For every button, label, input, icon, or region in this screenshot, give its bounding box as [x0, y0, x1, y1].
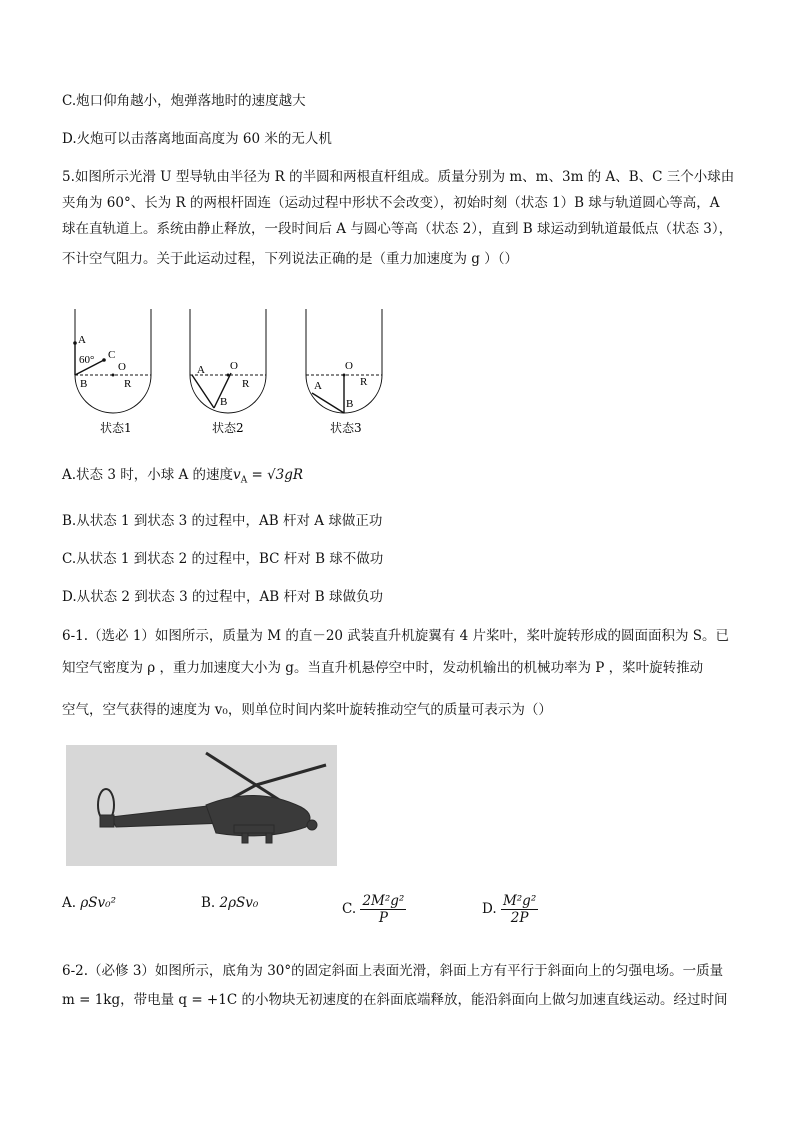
q61-line1: 6-1.（选必 1）如图所示，质量为 M 的直－20 武装直升机旋翼有 4 片桨叶，桨叶旋转形成的圆面面积为 S。已 — [62, 628, 729, 644]
q61-line3: 空气，空气获得的速度为 v₀，则单位时间内桨叶旋转推动空气的质量可表示为（） — [62, 702, 552, 718]
fraction-c: $\frac{\text{2M²g²}}{P}$ — [362, 893, 405, 926]
helicopter-icon — [66, 745, 337, 866]
rail-state2 — [190, 309, 266, 413]
option-d-prev: D.火炮可以击落离地面高度为 60 米的无人机 — [62, 131, 332, 147]
caption-state2: 状态2 — [212, 421, 244, 435]
label-angle: 60° — [79, 354, 95, 366]
option-c-prev: C.炮口仰角越小，炮弹落地时的速度越大 — [62, 93, 306, 109]
q62-line2: m = 1kg，带电量 q = +1C 的小物块无初速度的在斜面底端释放，能沿斜面向上做匀加速直线运动。经过时间 — [62, 992, 728, 1008]
q5-option-d: D.从状态 2 到状态 3 的过程中，AB 杆对 B 球做负功 — [62, 589, 383, 605]
label-a2: A — [197, 364, 205, 376]
q5-option-a: A.状态 3 时，小球 A 的速度$v_A = √3gR$ — [62, 467, 304, 486]
q61-option-a: A. ρSv₀² — [62, 895, 116, 911]
q5-option-b: B.从状态 1 到状态 3 的过程中，AB 杆对 A 球做正功 — [62, 513, 383, 529]
q62-line1: 6-2.（必修 3）如图所示，底角为 30°的固定斜面上表面光滑，斜面上方有平行于斜面向上的匀强电场。一质量 — [62, 963, 724, 979]
label-o2: O — [230, 360, 238, 372]
label-o3: O — [345, 360, 353, 372]
label-o1: O — [118, 361, 126, 373]
caption-state3: 状态3 — [330, 421, 362, 435]
helicopter-image — [66, 745, 337, 866]
q61-option-d: D. $\frac{\text{M²g²}}{2P}$ — [482, 893, 537, 926]
fraction-d: $\frac{\text{M²g²}}{2P}$ — [502, 893, 537, 926]
q61-option-c: C. $\frac{\text{2M²g²}}{P}$ — [342, 893, 405, 926]
label-r1: R — [124, 378, 132, 390]
q5-option-c: C.从状态 1 到状态 2 的过程中，BC 杆对 B 球不做功 — [62, 551, 384, 567]
label-b1: B — [80, 378, 88, 390]
label-c1: C — [108, 349, 116, 361]
label-a3: A — [314, 380, 322, 392]
q5-line1: 5.如图所示光滑 U 型导轨由半径为 R 的半圆和两根直杆组成。质量分别为 m、m、3m 的 A、B、C 三个小球由 — [62, 169, 735, 185]
caption-state1: 状态1 — [100, 421, 132, 435]
q5-line3: 球在直轨道上。系统由静止释放，一段时间后 A 与圆心等高（状态 2），直到 B 球运动到轨道最低点（状态 3）， — [62, 221, 733, 237]
label-r3: R — [360, 376, 368, 388]
q61-line2: 知空气密度为 ρ ，重力加速度大小为 g。当直升机悬停空中时，发动机输出的机械功率为 P ，桨叶旋转推动 — [62, 660, 704, 676]
label-b3: B — [346, 398, 354, 410]
q61-option-b: B. 2ρSv₀ — [201, 895, 259, 911]
label-r2: R — [242, 378, 250, 390]
q5-line4: 不计空气阻力。关于此运动过程，下列说法正确的是（重力加速度为 g ）（） — [62, 251, 518, 267]
label-b2: B — [220, 396, 228, 408]
label-a1: A — [78, 334, 86, 346]
u-rail-figure — [60, 305, 400, 440]
q5-line2: 夹角为 60°、长为 R 的两根杆固连（运动过程中形状不会改变），初始时刻（状态 1）B 球与轨道圆心等高，A — [62, 195, 720, 211]
